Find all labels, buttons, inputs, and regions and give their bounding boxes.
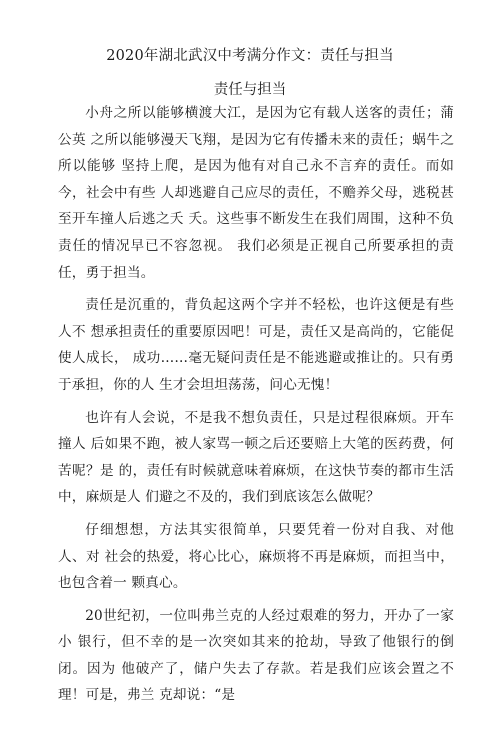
paragraph: 仔细想想，方法其实很简单，只要凭着一份对自我、对他人、对 社会的热爱，将心比心，麻烦将不再是麻烦，而担当中，也包含着一 颗真心。 [58, 521, 454, 592]
paragraph: 小舟之所以能够横渡大江，是因为它有载人送客的责任；蒲公英 之所以能够漫天飞翔，是因为它有传播未来的责任；蜗牛之所以能够 坚持上爬，是因为他有对自己永不言弃的责任。而如今，社会中有些 人却逃避自己应尽的责任，不赡养父母，逃税甚至开车撞人后逃之夭 夭。这些事不断发生在我们周围，这种不负责任的情况早已不容忽视。 我们必须是正视自己所要承担的责任，勇于担当。 [58, 105, 454, 281]
essay-title: 责任与担当 [213, 82, 287, 98]
paragraph: 也许有人会说，不是我不想负责任，只是过程很麻烦。开车撞人 后如果不跑，被人家骂一顿之后还要赔上大笔的医药费，何苦呢？是 的，责任有时候就意味着麻烦，在这快节奏的都市生活中，麻烦是人 们避之不及的，我们到底该怎么做呢？ [58, 409, 454, 506]
document-title: 2020年湖北武汉中考满分作文：责任与担当 [106, 48, 394, 64]
essay-body [58, 100, 454, 709]
paragraph: 责任是沉重的，背负起这两个字并不轻松，也许这便是有些人不 想承担责任的重要原因吧！可是，责任又是高尚的，它能促使人成长， 成功……毫无疑问责任是不能逃避或推让的。只有勇于承担，你的人 生才会坦坦荡荡，问心无愧！ [58, 297, 454, 393]
paragraph: 20世纪初，一位叫弗兰克的人经过艰难的努力，开办了一家小 银行，但不幸的是一次突如其来的抢劫，导致了他银行的倒闭。因为 他破产了，储户失去了存款。若是我们应该会置之不理！可是，弗兰 克却说：“是 [58, 607, 454, 704]
